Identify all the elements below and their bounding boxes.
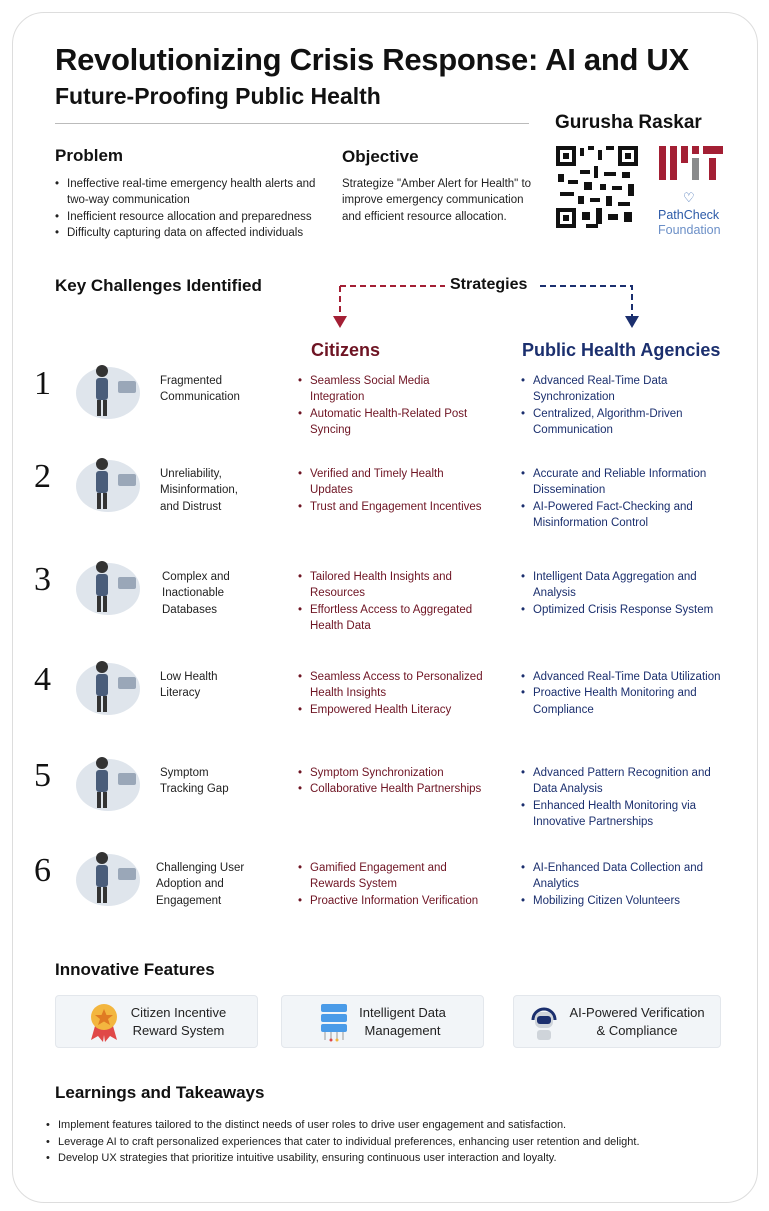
citizen-strategy-item: • Proactive Information Verification [298, 893, 483, 909]
feature-card-reward [55, 995, 258, 1048]
agency-strategy-item: • Proactive Health Monitoring and Compliance [521, 685, 721, 718]
challenge-label: Low Health Literacy [160, 671, 218, 700]
problem-item: • Difficulty capturing data on affected individuals [55, 225, 325, 241]
challenge-number: 3 [34, 561, 51, 598]
citizen-strategy-item: • Effortless Access to Aggregated Health Data [298, 602, 483, 635]
poster-subtitle: Future-Proofing Public Health [55, 83, 381, 109]
learnings-list [46, 1117, 736, 1167]
feature-card-verification [513, 995, 721, 1048]
citizen-strategy-item: • Tailored Health Insights and Resources [298, 569, 483, 602]
agency-strategy-item: • Accurate and Reliable Information Dissemination [521, 466, 721, 499]
agency-strategy-item: • Optimized Crisis Response System [521, 602, 721, 618]
poster-title: Revolutionizing Crisis Response: AI and UX [55, 42, 689, 77]
problem-heading: Problem [55, 146, 124, 165]
citizen-strategy-item: • Symptom Synchronization [298, 765, 483, 781]
challenge-number: 5 [34, 757, 51, 794]
objective-heading: Objective [342, 147, 419, 166]
qr-code-icon[interactable] [556, 146, 638, 228]
feature-title-line1: AI-Powered Verification [569, 1004, 705, 1020]
problem-item: • Ineffective real-time emergency health alerts and two-way communication [55, 176, 325, 209]
citizen-strategies [298, 569, 483, 634]
author-name: Gurusha Raskar [555, 112, 702, 133]
challenge-illustration-icon [68, 649, 148, 717]
challenge-illustration-icon [68, 353, 148, 421]
feature-card-data [281, 995, 484, 1048]
citizen-strategy-item: • Collaborative Health Partnerships [298, 781, 483, 797]
agency-strategy-item: • Advanced Real-Time Data Synchronization [521, 373, 721, 406]
citizen-strategies [298, 860, 483, 909]
challenge-illustration-icon [68, 745, 148, 813]
features-heading: Innovative Features [55, 960, 215, 979]
citizen-strategies [298, 466, 483, 515]
citizen-strategy-item: • Gamified Engagement and Rewards System [298, 860, 483, 893]
citizen-strategy-item: • Seamless Social Media Integration [298, 373, 483, 406]
feature-title-line2: & Compliance [596, 1022, 678, 1038]
citizen-strategy-item: • Trust and Engagement Incentives [298, 499, 483, 515]
challenge-label: Challenging User Adoption and Engagement [156, 862, 245, 907]
agency-strategy-item: • Enhanced Health Monitoring via Innovative Partnerships [521, 798, 721, 831]
citizen-strategies [298, 765, 483, 798]
objective-text: Strategize "Amber Alert for Health" to improve emergency communication and efficient resource allocation. [342, 178, 532, 223]
strategy-arrows [325, 278, 645, 330]
learning-item: • Leverage AI to craft personalized experiences that cater to individual preferences, enhancing user retention and delight. [46, 1134, 736, 1151]
challenge-number: 6 [34, 852, 51, 889]
agency-strategy-item: • AI-Powered Fact-Checking and Misinformation Control [521, 499, 721, 532]
citizen-strategy-item: • Seamless Access to Personalized Health Insights [298, 669, 483, 702]
robot-icon [529, 1002, 559, 1042]
pathcheck-heart-icon: ♡ [683, 190, 695, 205]
agencies-heading: Public Health Agencies [522, 340, 721, 360]
challenge-illustration-icon [68, 549, 148, 617]
challenge-label: Unreliability, Misinformation, and Distrust [160, 468, 238, 513]
feature-title-line1: Citizen Incentive [130, 1004, 227, 1020]
feature-title-line1: Intelligent Data [359, 1004, 446, 1020]
challenge-label: Symptom Tracking Gap [160, 767, 229, 796]
citizens-heading: Citizens [311, 340, 381, 360]
learning-item: • Implement features tailored to the distinct needs of user roles to drive user engagement and satisfaction. [46, 1117, 736, 1134]
divider [55, 123, 529, 124]
challenge-number: 1 [34, 365, 51, 402]
agency-strategy-item: • Centralized, Algorithm-Driven Communication [521, 406, 721, 439]
agency-strategies [521, 569, 721, 618]
agency-strategy-item: • Advanced Pattern Recognition and Data Analysis [521, 765, 721, 798]
challenge-label: Complex and Inactionable Databases [162, 571, 230, 616]
agency-strategies [521, 765, 721, 830]
learning-item: • Develop UX strategies that prioritize intuitive usability, ensuring continuous user interaction and loyalty. [46, 1150, 736, 1167]
agency-strategies [521, 373, 721, 438]
challenge-number: 4 [34, 661, 51, 698]
citizen-strategies [298, 669, 483, 718]
agency-strategies [521, 669, 721, 718]
agency-strategy-item: • Advanced Real-Time Data Utilization [521, 669, 721, 685]
agency-strategy-item: • Intelligent Data Aggregation and Analysis [521, 569, 721, 602]
mit-logo [659, 146, 723, 180]
citizen-strategy-item: • Empowered Health Literacy [298, 702, 483, 718]
citizen-strategies [298, 373, 483, 438]
challenge-label: Fragmented Communication [160, 375, 240, 404]
problem-item: • Inefficient resource allocation and preparedness [55, 209, 325, 225]
feature-title-line2: Reward System [132, 1022, 225, 1038]
medal-icon [87, 1002, 121, 1042]
strategies-label: Strategies [450, 276, 528, 293]
pathcheck-logo-line1: PathCheck [658, 208, 720, 222]
problem-list [55, 176, 325, 241]
learnings-heading: Learnings and Takeaways [55, 1083, 265, 1102]
challenges-heading: Key Challenges Identified [55, 276, 262, 295]
challenge-illustration-icon [68, 446, 148, 514]
pathcheck-logo-line2: Foundation [658, 223, 721, 237]
server-icon [319, 1002, 349, 1042]
agency-strategy-item: • Mobilizing Citizen Volunteers [521, 893, 721, 909]
citizen-strategy-item: • Automatic Health-Related Post Syncing [298, 406, 483, 439]
challenge-illustration-icon [68, 840, 148, 908]
feature-title-line2: Management [364, 1022, 441, 1038]
agency-strategies [521, 466, 721, 531]
challenge-number: 2 [34, 458, 51, 495]
agency-strategies [521, 860, 721, 909]
agency-strategy-item: • AI-Enhanced Data Collection and Analytics [521, 860, 721, 893]
citizen-strategy-item: • Verified and Timely Health Updates [298, 466, 483, 499]
